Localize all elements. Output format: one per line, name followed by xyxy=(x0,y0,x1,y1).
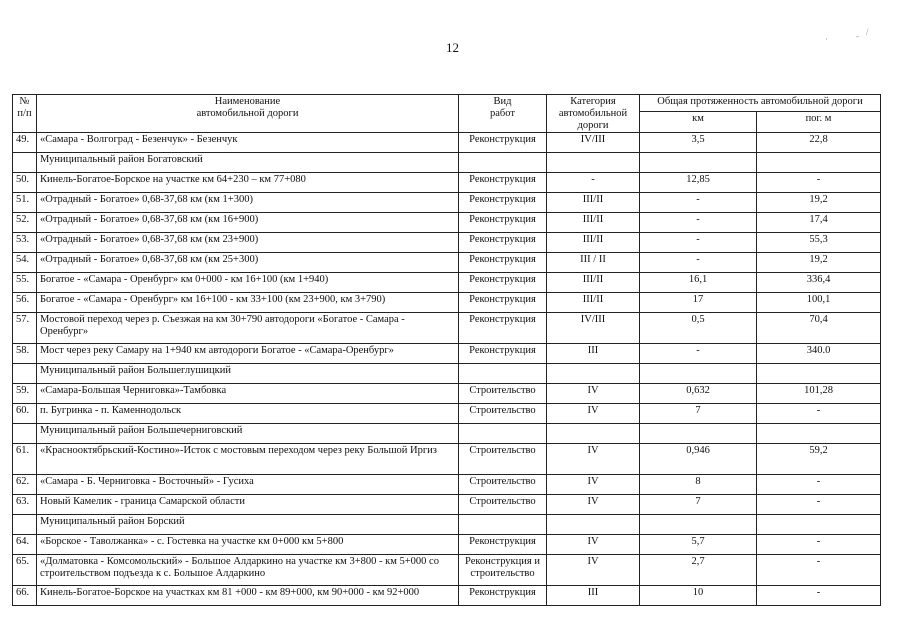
section-name: Муниципальный район Богатовский xyxy=(37,153,459,173)
work-type: Реконструкция xyxy=(459,233,547,253)
section-num-cell xyxy=(13,515,37,535)
empty-cell xyxy=(547,515,640,535)
header-category-text: Категория автомобильной дороги xyxy=(558,96,628,131)
length-km: 7 xyxy=(640,404,757,424)
work-type: Реконструкция xyxy=(459,173,547,193)
empty-cell xyxy=(640,424,757,444)
work-type: Реконструкция и строительство xyxy=(459,555,547,586)
row-num: 66. xyxy=(13,586,37,606)
length-km: 3,5 xyxy=(640,133,757,153)
header-work-text: Вид работ xyxy=(490,96,515,119)
row-num: 50. xyxy=(13,173,37,193)
road-category: - xyxy=(547,173,640,193)
table-row xyxy=(13,293,881,313)
table-row xyxy=(13,475,881,495)
length-m: - xyxy=(757,495,881,515)
length-km: 17 xyxy=(640,293,757,313)
road-category: IV xyxy=(547,444,640,475)
header-name-text: Наименование автомобильной дороги xyxy=(196,96,299,119)
length-m: - xyxy=(757,555,881,586)
road-category: III xyxy=(547,344,640,364)
row-num: 60. xyxy=(13,404,37,424)
section-row xyxy=(13,424,881,444)
length-m: 19,2 xyxy=(757,193,881,213)
row-num: 57. xyxy=(13,313,37,344)
header-work xyxy=(459,95,547,133)
road-name: Кинель-Богатое-Борское на участках км 81 +000 - км 89+000, км 90+000 - км 92+000 xyxy=(37,586,459,606)
road-name: п. Бугринка - п. Каменнодольск xyxy=(37,404,459,424)
section-num-cell xyxy=(13,364,37,384)
work-type: Реконструкция xyxy=(459,535,547,555)
road-category: III / II xyxy=(547,253,640,273)
road-category: IV xyxy=(547,384,640,404)
empty-cell xyxy=(640,364,757,384)
length-m: 17,4 xyxy=(757,213,881,233)
section-name: Муниципальный район Большечерниговский xyxy=(37,424,459,444)
scan-speck: - xyxy=(856,31,859,41)
length-km: 12,85 xyxy=(640,173,757,193)
table-row xyxy=(13,213,881,233)
row-num: 63. xyxy=(13,495,37,515)
header-category xyxy=(547,95,640,133)
scan-speck: / xyxy=(866,27,869,37)
section-row xyxy=(13,364,881,384)
length-km: 5,7 xyxy=(640,535,757,555)
length-m: 70,4 xyxy=(757,313,881,344)
header-m xyxy=(757,111,881,132)
section-row xyxy=(13,153,881,173)
header-km xyxy=(640,111,757,132)
empty-cell xyxy=(459,424,547,444)
header-km-text: км xyxy=(692,112,704,124)
road-category: III/II xyxy=(547,273,640,293)
empty-cell xyxy=(640,515,757,535)
road-name: «Самара-Большая Черниговка»-Тамбовка xyxy=(37,384,459,404)
row-num: 61. xyxy=(13,444,37,475)
work-type: Строительство xyxy=(459,404,547,424)
length-km: 0,946 xyxy=(640,444,757,475)
road-category: IV xyxy=(547,495,640,515)
length-m: - xyxy=(757,586,881,606)
road-name: «Краснооктябрьский-Костино»-Исток с мостовым переходом через реку Большой Иргиз xyxy=(37,444,459,475)
table-row xyxy=(13,233,881,253)
empty-cell xyxy=(757,515,881,535)
row-num: 59. xyxy=(13,384,37,404)
row-num: 56. xyxy=(13,293,37,313)
scan-speck: · xyxy=(825,34,828,44)
length-km: 7 xyxy=(640,495,757,515)
row-num: 51. xyxy=(13,193,37,213)
road-name: Кинель-Богатое-Борское на участке км 64+230 – км 77+080 xyxy=(37,173,459,193)
work-type: Реконструкция xyxy=(459,313,547,344)
row-num: 52. xyxy=(13,213,37,233)
empty-cell xyxy=(757,153,881,173)
length-km: - xyxy=(640,233,757,253)
road-name: Мост через реку Самару на 1+940 км автодороги Богатое - «Самара-Оренбург» xyxy=(37,344,459,364)
section-name: Муниципальный район Большеглушицкий xyxy=(37,364,459,384)
roads-table xyxy=(12,94,881,606)
road-name: «Самара - Б. Черниговка - Восточный» - Гусиха xyxy=(37,475,459,495)
length-km: 0,632 xyxy=(640,384,757,404)
road-name: «Борское - Таволжанка» - с. Гостевка на участке км 0+000 км 5+800 xyxy=(37,535,459,555)
work-type: Реконструкция xyxy=(459,344,547,364)
empty-cell xyxy=(640,153,757,173)
row-num: 65. xyxy=(13,555,37,586)
road-category: IV/III xyxy=(547,133,640,153)
empty-cell xyxy=(459,364,547,384)
header-num-text: № п/п xyxy=(17,96,32,119)
work-type: Реконструкция xyxy=(459,213,547,233)
row-num: 62. xyxy=(13,475,37,495)
row-num: 55. xyxy=(13,273,37,293)
road-category: IV xyxy=(547,404,640,424)
empty-cell xyxy=(757,364,881,384)
road-name: «Отрадный - Богатое» 0,68-37,68 км (км 1+300) xyxy=(37,193,459,213)
length-km: 2,7 xyxy=(640,555,757,586)
road-category: IV xyxy=(547,555,640,586)
length-km: 0,5 xyxy=(640,313,757,344)
work-type: Реконструкция xyxy=(459,253,547,273)
row-num: 54. xyxy=(13,253,37,273)
length-m: 100,1 xyxy=(757,293,881,313)
section-row xyxy=(13,515,881,535)
length-km: 10 xyxy=(640,586,757,606)
length-km: - xyxy=(640,253,757,273)
work-type: Реконструкция xyxy=(459,293,547,313)
length-km: - xyxy=(640,213,757,233)
road-name: Богатое - «Самара - Оренбург» км 0+000 - км 16+100 (км 1+940) xyxy=(37,273,459,293)
row-num: 58. xyxy=(13,344,37,364)
table-row xyxy=(13,444,881,475)
road-name: «Долматовка - Комсомольский» - Большое Алдаркино на участке км 3+800 - км 5+000 со строительством подъезда к с. Большое Алдаркино xyxy=(37,555,459,586)
work-type: Реконструкция xyxy=(459,586,547,606)
section-num-cell xyxy=(13,153,37,173)
empty-cell xyxy=(757,424,881,444)
section-name: Муниципальный район Борский xyxy=(37,515,459,535)
work-type: Реконструкция xyxy=(459,193,547,213)
length-m: - xyxy=(757,535,881,555)
road-name: Богатое - «Самара - Оренбург» км 16+100 - км 33+100 (км 23+900, км 3+790) xyxy=(37,293,459,313)
table-row xyxy=(13,404,881,424)
table-row xyxy=(13,253,881,273)
road-category: III/II xyxy=(547,213,640,233)
length-km: - xyxy=(640,193,757,213)
length-km: - xyxy=(640,344,757,364)
table-row xyxy=(13,555,881,586)
road-category: III/II xyxy=(547,233,640,253)
road-name: Мостовой переход через р. Съезжая на км 30+790 автодороги «Богатое - Самара - Оренбург» xyxy=(37,313,459,344)
row-num: 64. xyxy=(13,535,37,555)
road-name: «Самара - Волгоград - Безенчук» - Безенчук xyxy=(37,133,459,153)
table-row xyxy=(13,273,881,293)
table-row xyxy=(13,344,881,364)
length-m: 101,28 xyxy=(757,384,881,404)
length-km: 8 xyxy=(640,475,757,495)
road-category: III xyxy=(547,586,640,606)
length-m: 22,8 xyxy=(757,133,881,153)
table-body xyxy=(13,133,881,606)
length-m: - xyxy=(757,404,881,424)
empty-cell xyxy=(547,424,640,444)
length-m: 55,3 xyxy=(757,233,881,253)
row-num: 49. xyxy=(13,133,37,153)
road-category: III/II xyxy=(547,293,640,313)
road-category: III/II xyxy=(547,193,640,213)
road-name: «Отрадный - Богатое» 0,68-37,68 км (км 16+900) xyxy=(37,213,459,233)
table-row xyxy=(13,495,881,515)
header-m-text: пог. м xyxy=(805,112,832,124)
table-row xyxy=(13,193,881,213)
length-m: - xyxy=(757,475,881,495)
road-name: «Отрадный - Богатое» 0,68-37,68 км (км 23+900) xyxy=(37,233,459,253)
road-category: IV xyxy=(547,535,640,555)
length-m: - xyxy=(757,173,881,193)
length-m: 59,2 xyxy=(757,444,881,475)
header-num xyxy=(13,95,37,133)
length-m: 340.0 xyxy=(757,344,881,364)
work-type: Строительство xyxy=(459,495,547,515)
header-length-text: Общая протяженность автомобильной дороги xyxy=(657,96,863,107)
empty-cell xyxy=(547,364,640,384)
road-name: Новый Камелик - граница Самарской области xyxy=(37,495,459,515)
work-type: Строительство xyxy=(459,384,547,404)
table-row xyxy=(13,313,881,344)
table-row xyxy=(13,173,881,193)
header-name xyxy=(37,95,459,133)
table-row xyxy=(13,133,881,153)
empty-cell xyxy=(459,153,547,173)
row-num: 53. xyxy=(13,233,37,253)
road-category: IV/III xyxy=(547,313,640,344)
work-type: Строительство xyxy=(459,475,547,495)
road-name: «Отрадный - Богатое» 0,68-37,68 км (км 25+300) xyxy=(37,253,459,273)
work-type: Строительство xyxy=(459,444,547,475)
empty-cell xyxy=(547,153,640,173)
table-row xyxy=(13,586,881,606)
length-m: 336,4 xyxy=(757,273,881,293)
table-row xyxy=(13,384,881,404)
work-type: Реконструкция xyxy=(459,273,547,293)
section-num-cell xyxy=(13,424,37,444)
table-row xyxy=(13,535,881,555)
road-category: IV xyxy=(547,475,640,495)
header-length-group xyxy=(640,95,881,112)
length-m: 19,2 xyxy=(757,253,881,273)
empty-cell xyxy=(459,515,547,535)
work-type: Реконструкция xyxy=(459,133,547,153)
length-km: 16,1 xyxy=(640,273,757,293)
page-number: 12 xyxy=(446,40,459,55)
